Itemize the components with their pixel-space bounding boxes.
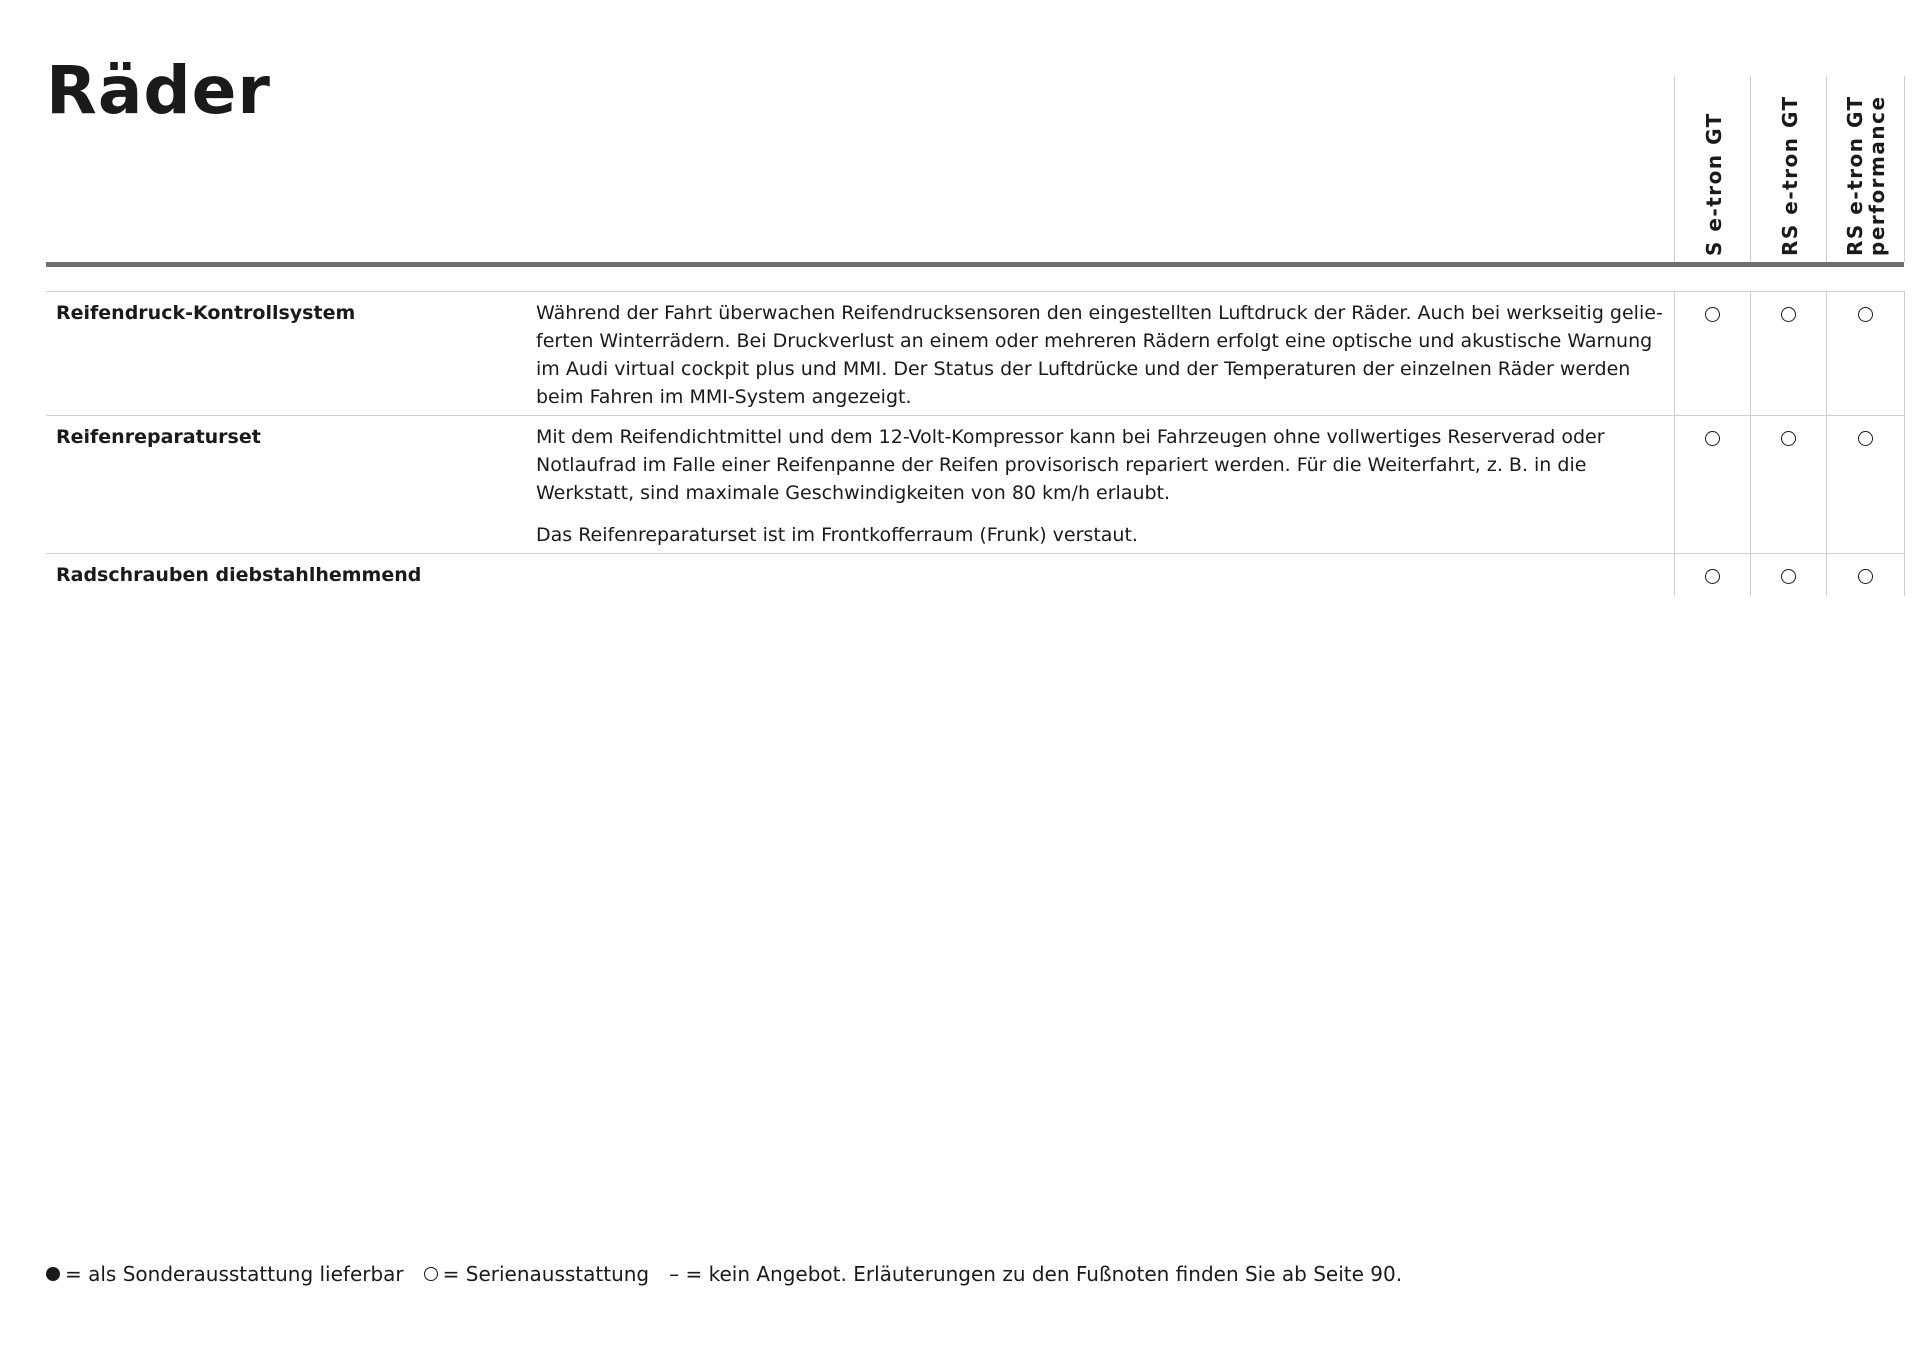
availability-cell [1750, 416, 1826, 554]
header-divider [46, 262, 1904, 267]
availability-cell [1674, 554, 1750, 597]
availability-cell [1750, 292, 1826, 416]
availability-cell [1674, 416, 1750, 554]
description-paragraph: Das Reifenreparaturset ist im Frontkofferraum (Frunk) verstaut. [536, 524, 1138, 546]
feature-description [526, 416, 1674, 554]
legend-none: – = kein Angebot. Erläuterungen zu den Fußnoten finden Sie ab Seite 90. [669, 1262, 1403, 1286]
standard-equipment-icon [1858, 307, 1873, 322]
column-header-label: RS e-tron GT performance [1842, 95, 1889, 256]
column-header-rs-etron-gt [1750, 76, 1827, 262]
legend-standard: = Serienausstattung [442, 1262, 650, 1286]
availability-cell [1826, 554, 1904, 597]
standard-equipment-icon [1705, 569, 1720, 584]
column-header-rs-etron-gt-performance [1826, 76, 1905, 262]
column-header-label: S e-tron GT [1702, 112, 1726, 256]
page-title: Räder [46, 52, 271, 129]
description-paragraph: Mit dem Reifendichtmittel und dem 12-Volt-Kompressor kann bei Fahrzeugen ohne vollwertiges Reserverad oder Notlaufrad im Falle einer Reifenpanne der Reifen provisorisch repariert werden. Für die Weiterfahrt, z. B. in die Werkstatt, sind maximale Geschwindigkeiten von 80 km/h erlaubt. [536, 426, 1605, 504]
feature-name: Reifendruck-Kontrollsystem [56, 302, 356, 324]
standard-equipment-icon [1858, 569, 1873, 584]
legend [46, 1262, 1402, 1286]
description-paragraph: Während der Fahrt überwachen Reifendrucksensoren den eingestellten Luftdruck der Räder. Auch bei werkseitig gelieferten Winterrädern. Bei Druckverlust an einem oder mehreren Rädern erfolgt eine optische und akustische Warnung im Audi virtual cockpit plus und MMI. Der Status der Luftdrücke und der Temperaturen der einzelnen Räder werden beim Fahren im MMI-System angezeigt. [536, 302, 1663, 408]
optional-equipment-icon [46, 1267, 60, 1281]
availability-cell [1826, 416, 1904, 554]
table-row [46, 416, 1904, 554]
standard-equipment-icon [1781, 569, 1796, 584]
table-row [46, 292, 1904, 416]
availability-cell [1674, 292, 1750, 416]
equipment-table [46, 291, 1905, 596]
legend-optional: = als Sonderausstattung lieferbar [65, 1262, 404, 1286]
availability-cell [1826, 292, 1904, 416]
standard-equipment-icon [1705, 431, 1720, 446]
standard-equipment-icon [1705, 307, 1720, 322]
table-row [46, 554, 1904, 597]
feature-description [526, 292, 1674, 416]
standard-equipment-icon [1781, 431, 1796, 446]
column-header-label: RS e-tron GT [1778, 95, 1802, 256]
feature-name: Radschrauben diebstahlhemmend [56, 564, 422, 586]
standard-equipment-icon [424, 1267, 438, 1281]
feature-description [526, 554, 1674, 597]
standard-equipment-icon [1781, 307, 1796, 322]
standard-equipment-icon [1858, 431, 1873, 446]
feature-name: Reifenreparaturset [56, 426, 261, 448]
column-header-s-etron-gt [1674, 76, 1751, 262]
availability-cell [1750, 554, 1826, 597]
